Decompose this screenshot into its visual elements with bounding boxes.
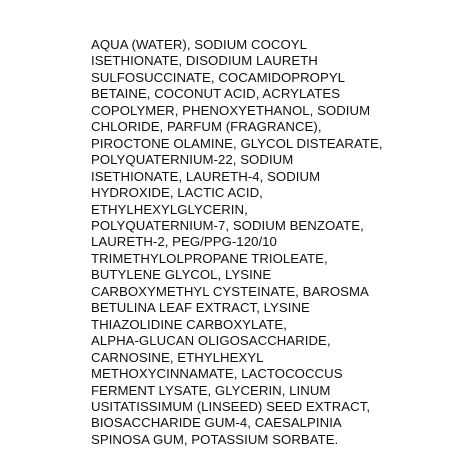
- ingredient-line: CHLORIDE, PARFUM (FRAGRANCE),: [91, 119, 322, 135]
- ingredient-line: METHOXYCINNAMATE, LACTOCOCCUS: [91, 366, 343, 382]
- ingredient-line: BETAINE, COCONUT ACID, ACRYLATES: [91, 86, 341, 102]
- ingredient-list: [91, 37, 431, 448]
- ingredient-line: LAURETH-2, PEG/PPG-120/10: [91, 234, 277, 250]
- ingredient-line: FERMENT LYSATE, GLYCERIN, LINUM: [91, 382, 331, 398]
- ingredient-line: SPINOSA GUM, POTASSIUM SORBATE.: [91, 431, 339, 447]
- ingredient-line: BIOSACCHARIDE GUM-4, CAESALPINIA: [91, 415, 342, 431]
- ingredient-line: POLYQUATERNIUM-7, SODIUM BENZOATE,: [91, 217, 364, 233]
- ingredient-line: ISETHIONATE, LAURETH-4, SODIUM: [91, 168, 321, 184]
- ingredient-line: TRIMETHYLOLPROPANE TRIOLEATE,: [91, 250, 328, 266]
- ingredient-line: AQUA (WATER), SODIUM COCOYL: [91, 37, 308, 52]
- ingredient-line: ETHYLHEXYLGLYCERIN,: [91, 201, 248, 217]
- ingredient-line: POLYQUATERNIUM-22, SODIUM: [91, 152, 294, 168]
- ingredient-line: USITATISSIMUM (LINSEED) SEED EXTRACT,: [91, 398, 371, 414]
- ingredient-line: ALPHA-GLUCAN OLIGOSACCHARIDE,: [91, 333, 331, 349]
- ingredient-line: CARNOSINE, ETHYLHEXYL: [91, 349, 264, 365]
- ingredient-line: COPOLYMER, PHENOXYETHANOL, SODIUM: [91, 102, 371, 118]
- ingredient-line: THIAZOLIDINE CARBOXYLATE,: [91, 316, 287, 332]
- ingredient-line: SULFOSUCCINATE, COCAMIDOPROPYL: [91, 69, 346, 85]
- ingredient-line: BETULINA LEAF EXTRACT, LYSINE: [91, 300, 310, 316]
- ingredient-line: CARBOXYMETHYL CYSTEINATE, BAROSMA: [91, 283, 369, 299]
- ingredient-line: PIROCTONE OLAMINE, GLYCOL DISTEARATE,: [91, 135, 383, 151]
- ingredient-line: BUTYLENE GLYCOL, LYSINE: [91, 267, 272, 283]
- ingredient-line: HYDROXIDE, LACTIC ACID,: [91, 185, 263, 201]
- ingredient-line: ISETHIONATE, DISODIUM LAURETH: [91, 53, 318, 69]
